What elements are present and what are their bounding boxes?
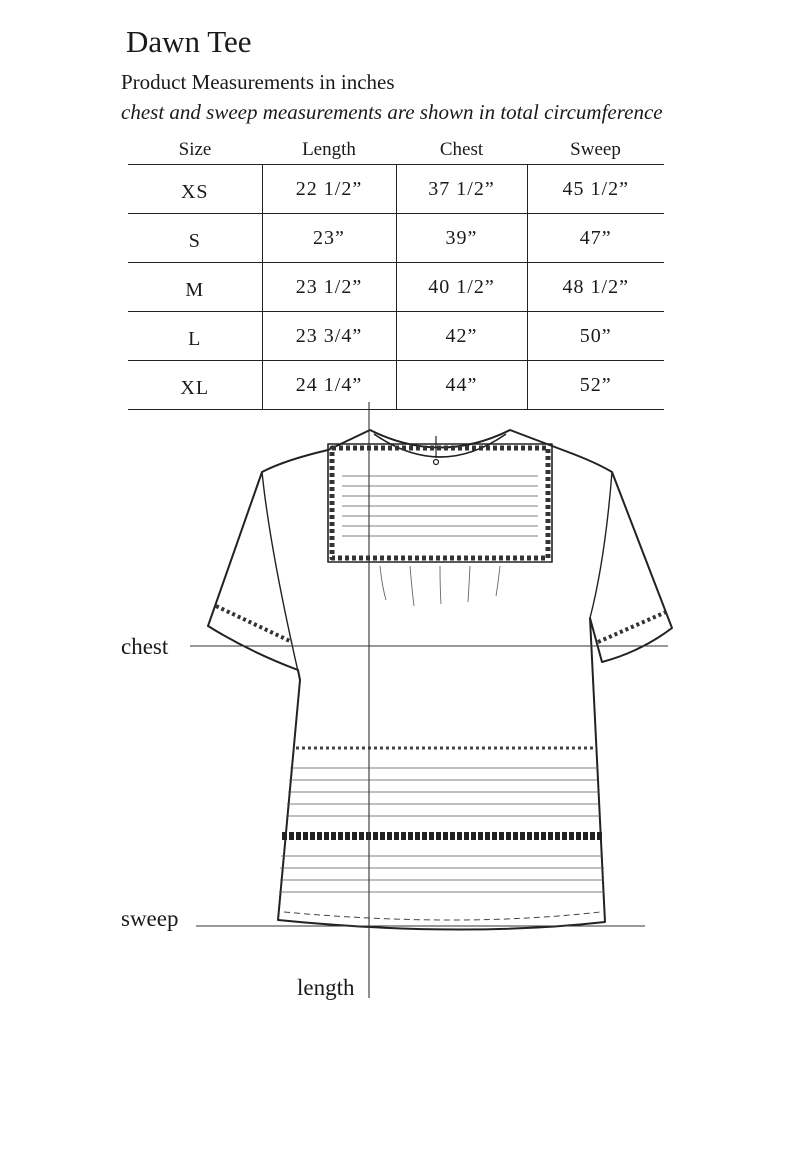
bib-yoke <box>328 444 552 562</box>
table-row <box>128 263 664 312</box>
chest-cell: 37 1/2” <box>396 165 527 214</box>
length-cell: 23 3/4” <box>262 312 396 361</box>
header-sweep: Sweep <box>527 135 664 165</box>
length-label: length <box>297 975 355 1000</box>
length-cell: 23” <box>262 214 396 263</box>
sweep-cell: 45 1/2” <box>527 165 664 214</box>
size-cell: M <box>128 263 262 312</box>
length-cell: 22 1/2” <box>262 165 396 214</box>
sweep-cell: 48 1/2” <box>527 263 664 312</box>
tee-flat-sketch <box>0 390 800 1010</box>
yoke-trim <box>332 448 548 558</box>
length-cell: 24 1/4” <box>262 361 396 410</box>
table-row <box>128 214 664 263</box>
header-size: Size <box>128 135 262 165</box>
size-cell: XL <box>128 361 262 410</box>
table-row <box>128 165 664 214</box>
sweep-cell: 50” <box>527 312 664 361</box>
sweep-cell: 47” <box>527 214 664 263</box>
hem-stitch <box>284 912 600 920</box>
sweep-label: sweep <box>121 906 179 931</box>
page-title: Dawn Tee <box>126 24 252 59</box>
chest-cell: 39” <box>396 214 527 263</box>
page-subtitle: Product Measurements in inches <box>121 70 395 94</box>
size-chart-table <box>128 135 664 410</box>
chest-cell: 40 1/2” <box>396 263 527 312</box>
tee-body-outline <box>208 430 672 930</box>
table-row <box>128 312 664 361</box>
header-chest: Chest <box>396 135 527 165</box>
size-cell: XS <box>128 165 262 214</box>
chest-cell: 44” <box>396 361 527 410</box>
size-cell: S <box>128 214 262 263</box>
right-sleeve-seam <box>590 472 612 618</box>
chest-label: chest <box>121 634 169 659</box>
length-cell: 23 1/2” <box>262 263 396 312</box>
measurement-note: chest and sweep measurements are shown in total circumference <box>121 100 663 124</box>
size-cell: L <box>128 312 262 361</box>
header-length: Length <box>262 135 396 165</box>
chest-cell: 42” <box>396 312 527 361</box>
table-header-row <box>128 135 664 165</box>
left-sleeve-seam <box>262 472 300 680</box>
neck-button <box>434 460 439 465</box>
sweep-cell: 52” <box>527 361 664 410</box>
